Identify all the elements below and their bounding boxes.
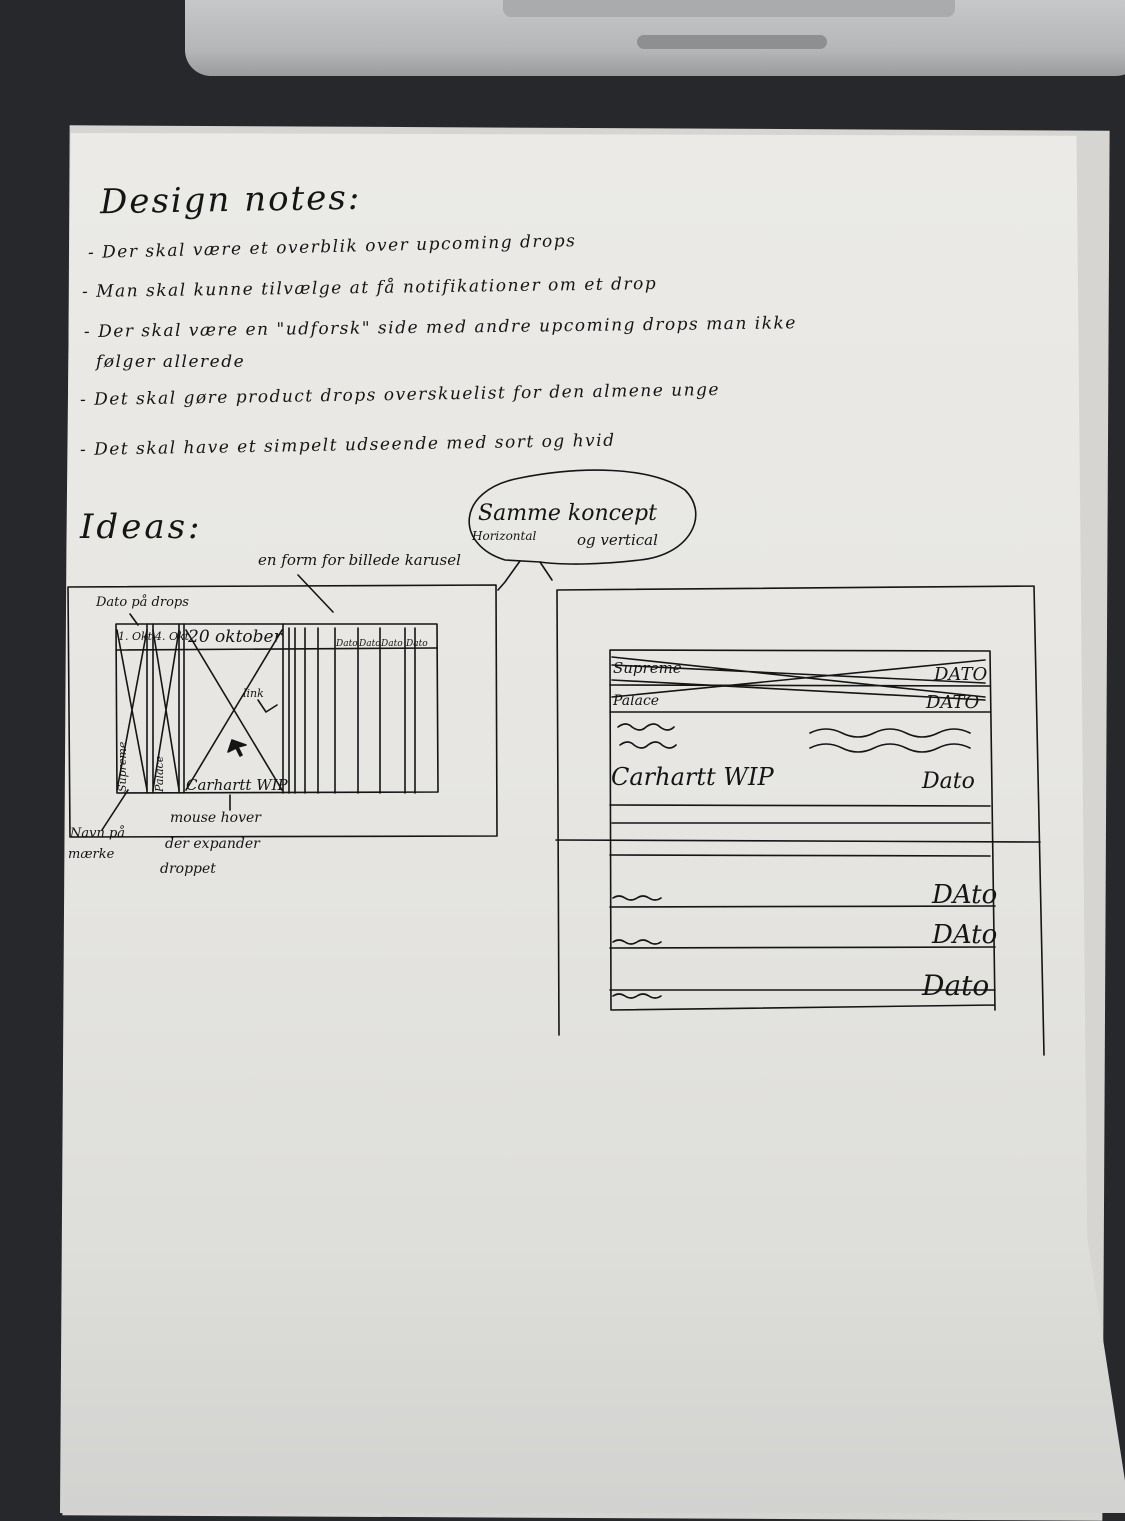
design-note-3-continued: følger allerede — [96, 352, 246, 372]
carousel-date-4: Dato — [336, 639, 358, 649]
hover-label-line2: der expander — [165, 836, 260, 852]
bubble-text-1: Samme koncept — [478, 501, 657, 526]
image-placeholder-x-marks — [117, 630, 282, 790]
list-row-1-date: DATO — [934, 664, 988, 685]
list-row-4-date: DAto — [932, 880, 998, 910]
carousel-brand-3: Carhartt WIP — [186, 776, 288, 794]
carousel-date-3: 20 oktober — [188, 627, 282, 647]
design-notes-heading: Design notes: — [99, 177, 362, 223]
carousel-label: en form for billede karusel — [258, 551, 461, 569]
design-note-1: - Der skal være et overblik over upcoming drops — [87, 231, 577, 263]
link-arrow — [258, 700, 277, 712]
list-row-6-date: Dato — [922, 969, 990, 1002]
link-label: link — [243, 687, 264, 700]
date-label: Dato på drops — [96, 595, 189, 610]
bubble-text-2: Horizontal — [472, 529, 537, 543]
design-note-3: - Der skal være en "udforsk" side med andre upcoming drops man ikke — [83, 313, 797, 342]
carousel-brand-2: Palace — [153, 755, 166, 792]
carousel-pointer-line — [298, 575, 333, 612]
hover-label-line1: mouse hover — [170, 810, 261, 826]
list-row-2-name: Palace — [613, 693, 660, 709]
design-note-2: - Man skal kunne tilvælge at få notifikationer om et drop — [81, 273, 658, 302]
carousel-date-1: 1. Okt — [118, 630, 153, 643]
bubble-text-3: og vertical — [577, 531, 658, 549]
brand-label-line1: Navn på — [70, 826, 126, 841]
design-note-4: - Det skal gøre product drops overskuelist for den almene unge — [79, 379, 721, 410]
list-row-1-name: Supreme — [613, 659, 682, 677]
ideas-heading: Ideas: — [80, 507, 203, 547]
carousel-date-7: Dato — [406, 639, 428, 649]
mouse-cursor-icon — [228, 740, 246, 756]
hover-label-line3: droppet — [160, 861, 216, 877]
list-row-3-name: Carhartt WIP — [611, 763, 774, 791]
list-row-5-date: DAto — [932, 920, 998, 950]
brand-label-pointer — [102, 790, 128, 830]
design-note-5: - Det skal have et simpelt udseende med sort og hvid — [79, 430, 616, 460]
brand-label-line2: mærke — [68, 847, 115, 862]
carousel-brand-1: Supreme — [116, 741, 129, 792]
list-row-3-date: Dato — [922, 769, 975, 794]
list-row-2-date: DATO — [926, 692, 980, 713]
carousel-date-5: Dato — [359, 639, 381, 649]
carousel-date-2: 4. Okt — [155, 630, 190, 643]
speech-bubble-tail — [498, 561, 552, 590]
carousel-date-6: Dato — [381, 639, 403, 649]
